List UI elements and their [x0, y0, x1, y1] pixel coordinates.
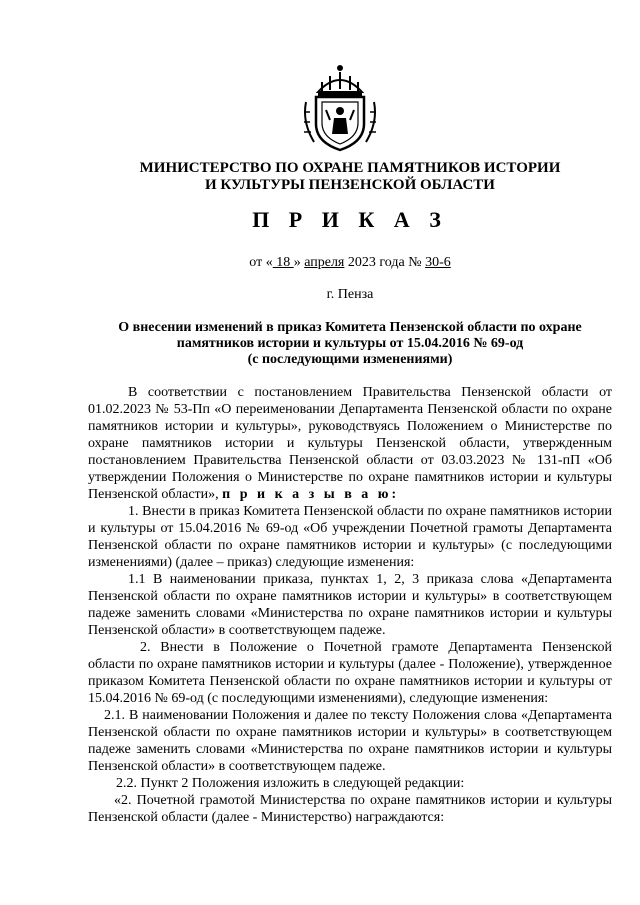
subject-line-2: памятников истории и культуры от 15.04.2016 № 69-од — [176, 336, 524, 351]
paragraph-1-1: 1.1 В наименовании приказа, пунктах 1, 2, 3 приказа слова «Департамента Пензенской области по охране памятников истории и культуры» в соответствующем падеже заменить словами «Министерства по охране памятников истории и культуры Пензенской области» в соответствующем падеже. — [88, 572, 612, 638]
order-subject — [90, 320, 610, 368]
date-mid: » — [293, 255, 305, 270]
document-type-title: П Р И К А З — [252, 207, 448, 232]
paragraph-2-quote: «2. Почетной грамотой Министерства по охране памятников истории и культуры Пензенской области (далее - Министерство) награждаются: — [88, 793, 612, 825]
paragraph-2: 2. Внести в Положение о Почетной грамоте Департамента Пензенской области по охране памятников истории и культуры (далее - Положение), утвержденное приказом Комитета Пензенской области по охране памятников истории и культуры от 15.04.2016 № 69-од (с последующими изменениями), следующие изменения: — [88, 640, 612, 706]
date-month: апреля — [304, 255, 345, 270]
date-year: 2023 года № — [344, 255, 426, 270]
ministry-line-1: МИНИСТЕРСТВО ПО ОХРАНЕ ПАМЯТНИКОВ ИСТОРИИ — [139, 160, 561, 176]
order-word: п р и к а з ы в а ю: — [222, 487, 400, 502]
preamble-text: В соответствии с постановлением Правительства Пензенской области от 01.02.2023 № 53-Пп «О переименовании Департамента Пензенской области по охране памятников истории и культуры», руководствуясь Положением о Министерстве по охране памятников истории и культуры Пензенской области, утвержденным постановлением Правительства Пензенской области от 03.03.2023 № 131-пП «Об утверждении Положения о Министерстве по охране памятников истории и культуры Пензенской области», — [88, 385, 612, 502]
subject-line-3: (с последующими изменениями) — [247, 352, 453, 367]
subject-line-1: О внесении изменений в приказ Комитета Пензенской области по охране — [118, 320, 582, 335]
paragraph-1: 1. Внести в приказ Комитета Пензенской области по охране памятников истории и культуры от 15.04.2016 № 69-од «Об учреждении Почетной грамоты Департамента Пензенской области по охране памятников истории и культуры» (с последующими изменениями) (далее – приказ) следующие изменения: — [88, 504, 612, 570]
order-date-number — [60, 255, 640, 271]
paragraph-2-2: 2.2. Пункт 2 Положения изложить в следующей редакции: — [116, 776, 465, 791]
ministry-line-2: И КУЛЬТУРЫ ПЕНЗЕНСКОЙ ОБЛАСТИ — [205, 177, 495, 193]
date-prefix: от « — [249, 255, 273, 270]
order-body — [88, 384, 612, 826]
paragraph-2-1: 2.1. В наименовании Положения и далее по тексту Положения слова «Департамента Пензенской области по охране памятников истории и культуры» в соответствующем падеже заменить словами «Министерства по охране памятников истории и культуры Пензенской области» в соответствующем падеже. — [88, 708, 612, 774]
coat-of-arms-icon — [296, 62, 384, 154]
preamble-paragraph — [88, 384, 612, 503]
city: г. Пенза — [326, 287, 374, 302]
ministry-name — [60, 160, 640, 194]
order-number: 30-6 — [425, 255, 451, 270]
date-day: 18 — [272, 255, 294, 270]
